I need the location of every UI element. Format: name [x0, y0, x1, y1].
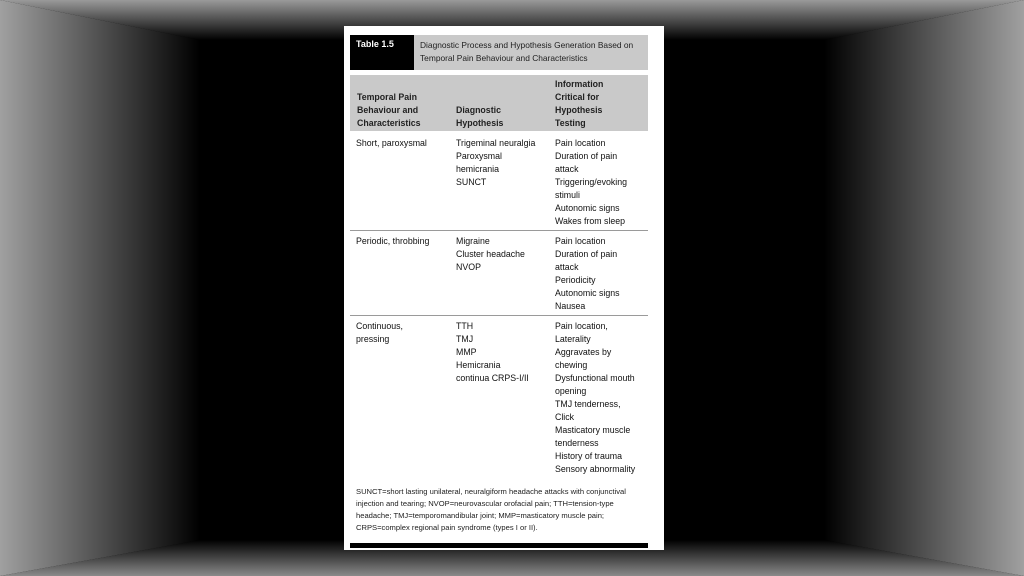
row2-hypothesis: Migraine Cluster headache NVOP — [456, 236, 525, 272]
row3-hypothesis: TTH TMJ MMP Hemicrania continua CRPS-I/II — [456, 321, 529, 383]
header-col2: Diagnostic Hypothesis — [456, 105, 504, 128]
document-page — [344, 26, 664, 550]
table-footnote: SUNCT=short lasting unilateral, neuralgiform headache attacks with conjunctival injection and tearing; NVOP=neurovascular orofacial pain; TTH=tension-type headache; TMJ=temporomandibular joint; MMP=masticatory muscle pain; CRPS=complex regional pain syndrome (types I or II). — [356, 487, 626, 532]
row-divider — [350, 230, 648, 231]
header-col1: Temporal Pain Behaviour and Characteristics — [357, 92, 421, 128]
row1-behaviour: Short, paroxysmal — [356, 138, 427, 148]
row2-behaviour: Periodic, throbbing — [356, 236, 430, 246]
table-label: Table 1.5 — [350, 35, 414, 70]
row3-behaviour: Continuous, pressing — [356, 321, 403, 344]
bottom-rule — [350, 543, 648, 548]
row-divider — [350, 315, 648, 316]
table-header — [350, 75, 648, 131]
header-col3: Information Critical for Hypothesis Testing — [555, 79, 604, 128]
row1-information: Pain location Duration of pain attack Triggering/evoking stimuli Autonomic signs Wakes from sleep — [555, 138, 628, 226]
row1-hypothesis: Trigeminal neuralgia Paroxysmal hemicrania SUNCT — [456, 138, 536, 187]
table-title-bar — [350, 35, 648, 70]
table-title: Diagnostic Process and Hypothesis Generation Based on Temporal Pain Behaviour and Characteristics — [420, 40, 634, 63]
row3-information: Pain location, Laterality Aggravates by chewing Dysfunctional mouth opening TMJ tenderness, Click Masticatory muscle tenderness History of trauma Sensory abnormality — [555, 321, 636, 474]
row2-information: Pain location Duration of pain attack Periodicity Autonomic signs Nausea — [555, 236, 620, 311]
